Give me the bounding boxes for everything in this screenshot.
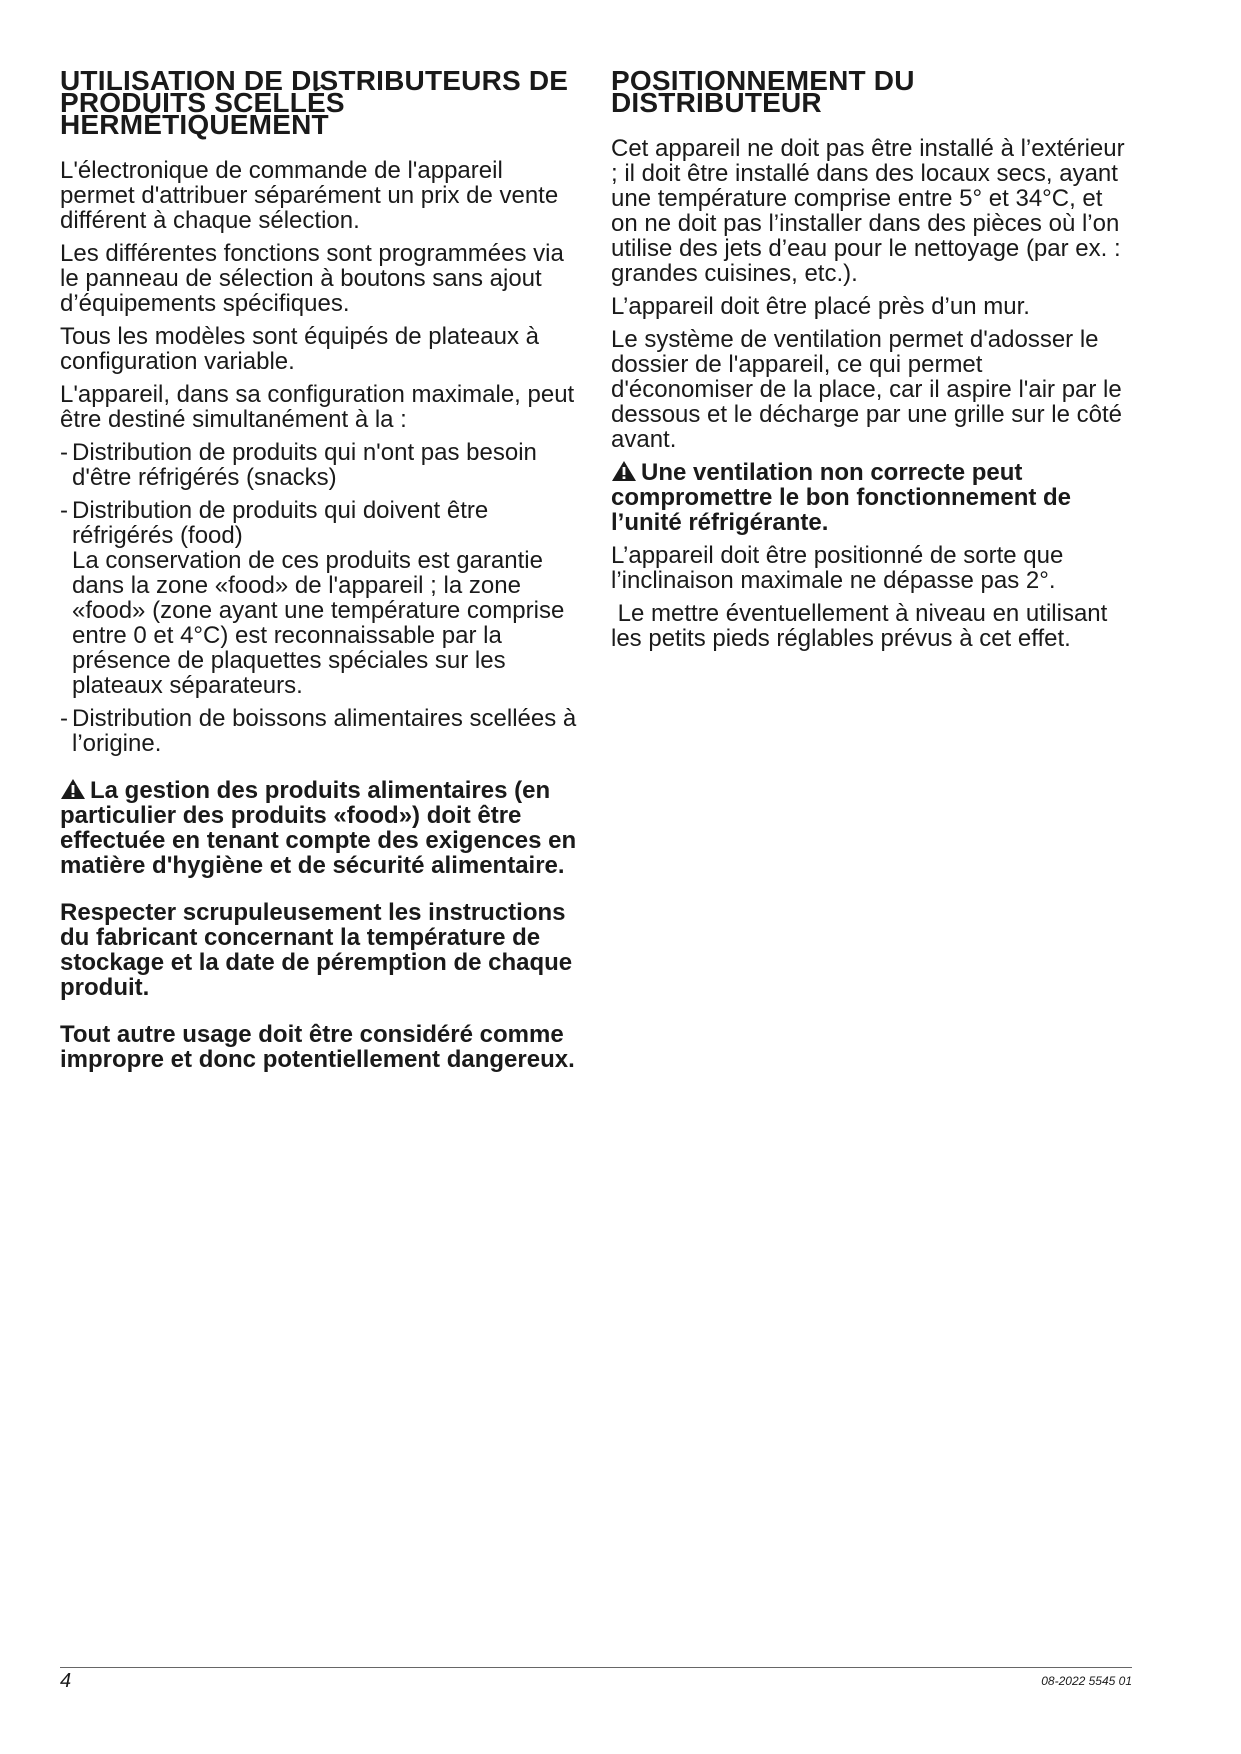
warning-block-food	[60, 778, 580, 878]
paragraph: L’appareil doit être placé près d’un mur.	[611, 293, 1030, 320]
paragraph: L'appareil, dans sa configuration maximale, peut être destiné simultanément à la :	[60, 381, 575, 433]
warning-triangle-icon	[60, 778, 86, 800]
document-code: 08-2022 5545 01	[1041, 1674, 1132, 1688]
bullet-dash: -	[60, 439, 68, 466]
section-heading-usage: UTILISATION DE DISTRIBUTEURS DE PRODUITS SCELLÉS HERMÉTIQUEMENT	[60, 65, 569, 140]
list-item	[60, 498, 580, 698]
paragraph: L’appareil doit être positionné de sorte que l’inclinaison maximale ne dépasse pas 2°.	[611, 542, 1064, 594]
list-item	[60, 440, 580, 490]
warning-text: La gestion des produits alimentaires (en particulier des produits «food») doit être effectuée en tenant compte des exigences en matière d'hygiène et de sécurité alimentaire.	[60, 777, 577, 879]
bold-paragraph: Respecter scrupuleusement les instructions du fabricant concernant la température de stockage et la date de péremption de chaque produit.	[60, 899, 573, 1001]
section-heading-positioning: POSITIONNEMENT DU DISTRIBUTEUR	[611, 65, 915, 118]
warning-text: Une ventilation non correcte peut compromettre le bon fonctionnement de l’unité réfrigérante.	[611, 459, 1072, 536]
list-item-text: Distribution de produits qui doivent être réfrigérés (food)	[72, 497, 489, 549]
warning-triangle-icon	[611, 460, 637, 482]
list-item-subtext: La conservation de ces produits est garantie dans la zone «food» de l'appareil ; la zone «food» (zone ayant une température comprise entre 0 et 4°C) est reconnaissable par la présence de plaquettes spéciales sur les plateaux séparateurs.	[72, 547, 565, 699]
bullet-dash: -	[60, 497, 68, 524]
left-column	[60, 65, 580, 1094]
paragraph: Les différentes fonctions sont programmées via le panneau de sélection à boutons sans ajout d’équipements spécifiques.	[60, 240, 564, 317]
footer-divider	[60, 1667, 1132, 1668]
paragraph: L'électronique de commande de l'appareil permet d'attribuer séparément un prix de vente différent à chaque sélection.	[60, 157, 559, 234]
list-item-body	[72, 498, 580, 698]
list-item	[60, 706, 580, 756]
paragraph: Cet appareil ne doit pas être installé à l’extérieur ; il doit être installé dans des locaux secs, ayant une température comprise entre 5° et 34°C, et on ne doit pas l’installer dans des pièces où l’on utilise des jets d’eau pour le nettoyage (par ex. : grandes cuisines, etc.).	[611, 135, 1125, 287]
paragraph: Le système de ventilation permet d'adosser le dossier de l'appareil, ce qui permet d'économiser de la place, car il aspire l'air par le dessous et le décharge par une grille sur le côté avant.	[611, 326, 1122, 453]
bold-paragraph: Tout autre usage doit être considéré comme impropre et donc potentiellement dangereux.	[60, 1021, 575, 1073]
list-item-text: Distribution de boissons alimentaires scellées à l’origine.	[72, 705, 577, 757]
bullet-dash: -	[60, 705, 68, 732]
paragraph: Tous les modèles sont équipés de plateaux à configuration variable.	[60, 323, 539, 375]
page-number: 4	[60, 1670, 72, 1692]
right-column	[611, 65, 1131, 659]
list-item-text: Distribution de produits qui n'ont pas besoin d'être réfrigérés (snacks)	[72, 439, 537, 491]
warning-block-ventilation	[611, 460, 1131, 535]
paragraph: Le mettre éventuellement à niveau en utilisant les petits pieds réglables prévus à cet effet.	[611, 600, 1114, 652]
